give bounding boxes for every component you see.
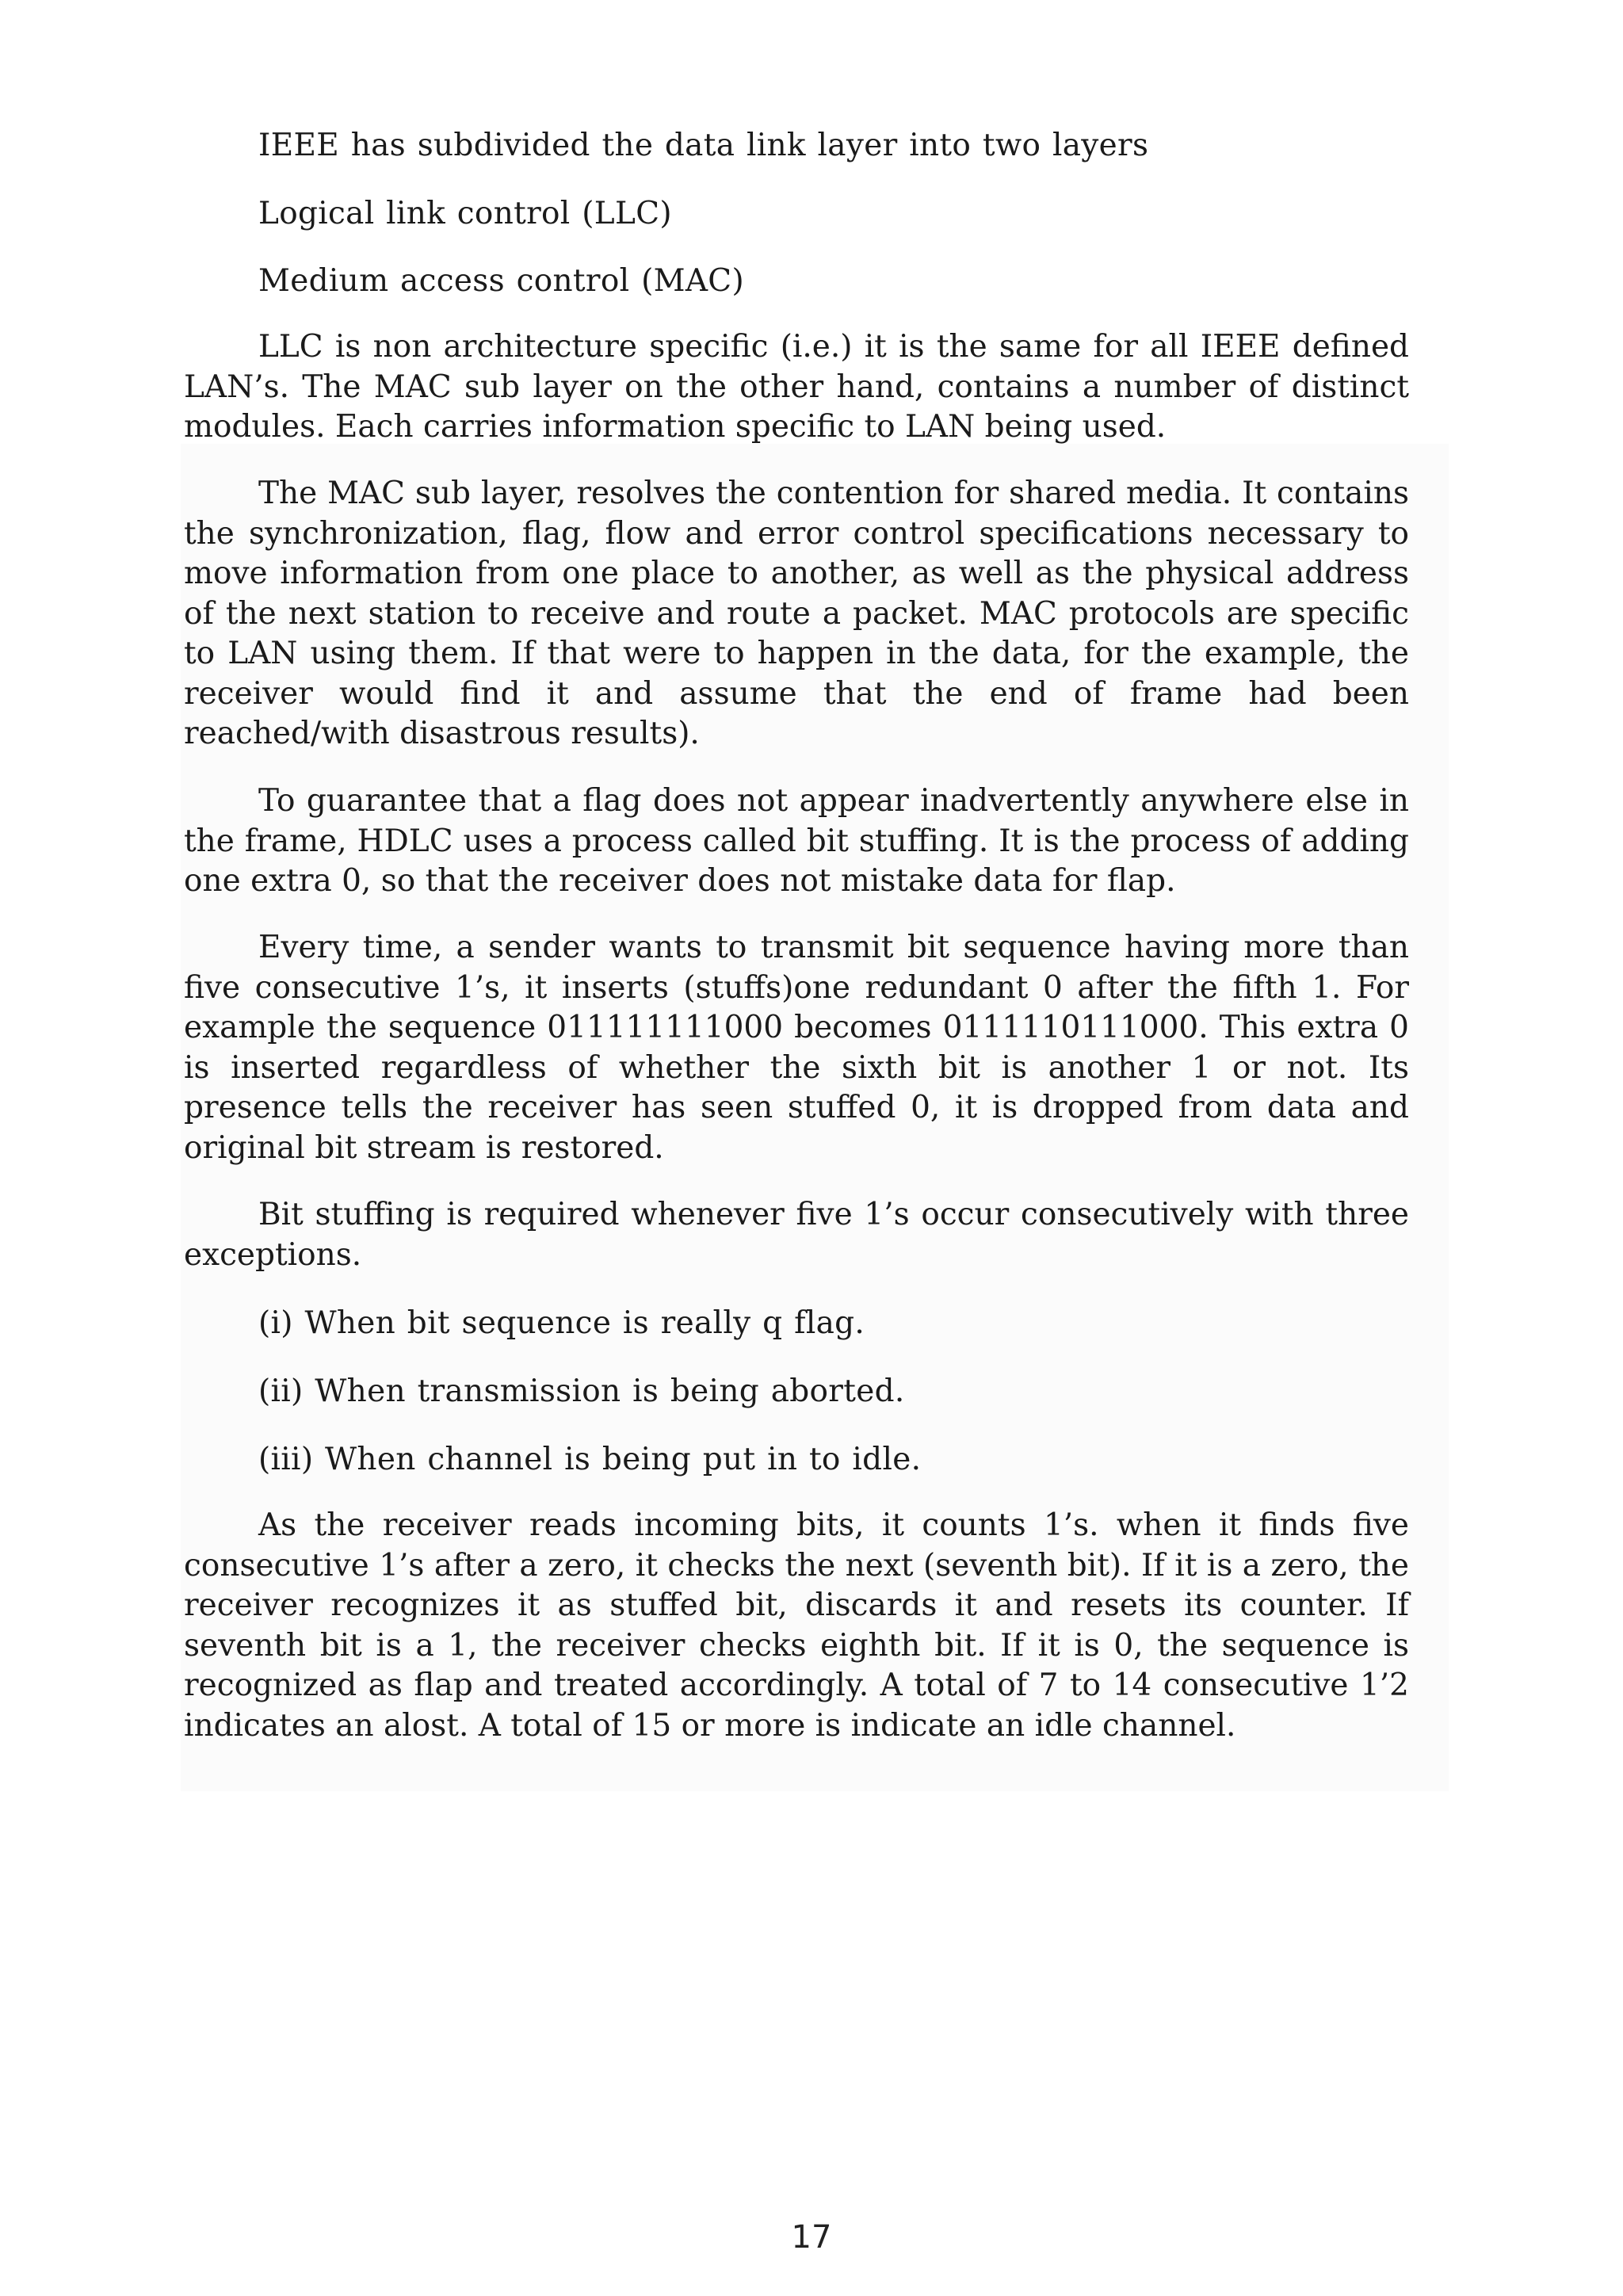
sublayer-llc: Logical link control (LLC) bbox=[258, 196, 672, 231]
exception-item: (ii) When transmission is being aborted. bbox=[258, 1373, 905, 1409]
paragraph-mac-sublayer: The MAC sub layer, resolves the contention for shared media. It contains the synchronization, flag, flow and error control specifications necessary to move information from one place to another, as well as the physical address of the next station to receive and route a packet. MAC protocols are specific to LAN using them. If that were to happen in the data, for the example, the receiver would find it and assume that the end of frame had been reached/with disastrous results). bbox=[184, 476, 1409, 751]
paragraph-receiver-logic: As the receiver reads incoming bits, it counts 1’s. when it finds five consecutive 1’s after a zero, it checks the next (seventh bit). If it is a zero, the receiver recognizes it as stuffed bit, discards it and resets its counter. If seventh bit is a 1, the receiver checks eighth bit. If it is 0, the sequence is recognized as flap and treated accordingly. A total of 7 to 14 consecutive 1’2 indicates an alost. A total of 15 or more is indicate an idle channel. bbox=[184, 1507, 1409, 1744]
paragraph-stuffing-rule: Every time, a sender wants to transmit bit sequence having more than five consecutive 1’s, it inserts (stuffs)one redundant 0 after the fifth 1. For example the sequence 011111111000 becomes 0111110111000. This extra 0 is inserted regardless of whether the sixth bit is another 1 or not. Its presence tells the receiver has seen stuffed 0, it is dropped from data and original bit stream is restored. bbox=[184, 930, 1409, 1166]
paragraph-exceptions-intro: Bit stuffing is required whenever five 1’s occur consecutively with three exceptions. bbox=[184, 1197, 1409, 1273]
intro-line: IEEE has subdivided the data link layer into two layers bbox=[258, 128, 1149, 163]
exception-item: (iii) When channel is being put in to idle. bbox=[258, 1442, 922, 1477]
paragraph-bit-stuffing-intro: To guarantee that a flag does not appear inadvertently anywhere else in the frame, HDLC uses a process called bit stuffing. It is the process of adding one extra 0, so that the receiver does not mistake data for flap. bbox=[184, 783, 1409, 899]
sublayer-mac: Medium access control (MAC) bbox=[258, 263, 744, 299]
paragraph-llc: LLC is non architecture specific (i.e.) it is the same for all IEEE defined LAN’s. The MAC sub layer on the other hand, contains a number of distinct modules. Each carries information specific to LAN being used. bbox=[184, 329, 1409, 445]
exception-item: (i) When bit sequence is really q flag. bbox=[258, 1305, 865, 1341]
page-number: 17 bbox=[791, 2219, 832, 2256]
